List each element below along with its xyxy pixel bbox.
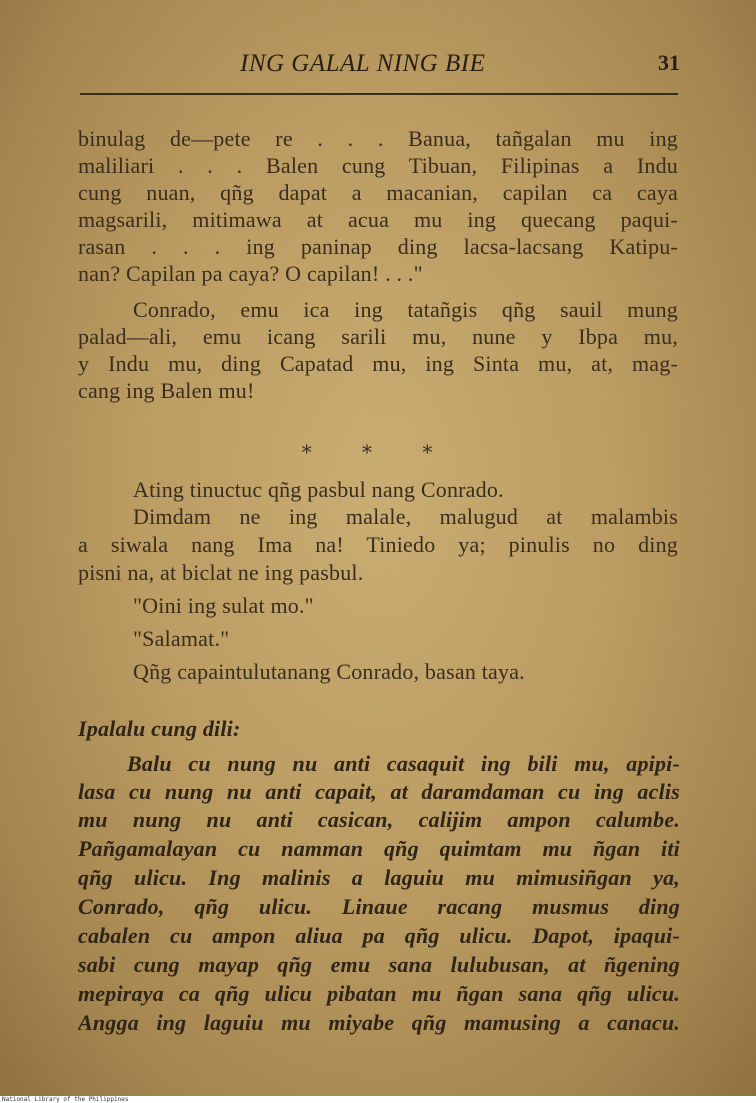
text-line: Qñg capaintulutanang Conrado, basan taya.: [133, 659, 525, 684]
header-rule: [80, 93, 678, 95]
italic-line: Pañgamalayan cu namman qñg quimtam mu ñgan iti: [78, 836, 680, 861]
italic-heading: Ipalalu cung dili:: [78, 716, 241, 741]
italic-line: lasa cu nung nu anti capait, at daramdaman cu ing aclis: [78, 779, 680, 804]
text-line: rasan . . . ing paninap ding lacsa-lacsang Katipu-: [78, 234, 678, 259]
italic-line: Conrado, qñg ulicu. Linaue racang musmus ding: [78, 894, 680, 919]
running-title: ING GALAL NING BIE: [240, 50, 486, 77]
text-line: pisni na, at biclat ne ing pasbul.: [78, 560, 364, 585]
text-line: "Salamat.": [133, 626, 230, 651]
italic-line: cabalen cu ampon aliua pa qñg ulicu. Dapot, ipaqui-: [78, 923, 680, 948]
text-line: maliliari . . . Balen cung Tibuan, Filipinas a Indu: [78, 153, 678, 178]
page-number: 31: [658, 50, 680, 75]
text-line: magsarili, mitimawa at acua mu ing quecang paqui-: [78, 207, 678, 232]
text-line: cang ing Balen mu!: [78, 378, 255, 403]
text-line: nan? Capilan pa caya? O capilan! . . .": [78, 261, 423, 286]
text-line: "Oini ing sulat mo.": [133, 593, 314, 618]
text-line: a siwala nang Ima na! Tiniedo ya; pinulis no ding: [78, 532, 678, 557]
section-separator: * * *: [301, 440, 455, 464]
text-line: y Indu mu, ding Capatad mu, ing Sinta mu, at, mag-: [78, 351, 678, 376]
text-line: Conrado, emu ica ing tatañgis qñg sauil mung: [133, 297, 678, 322]
italic-line: Balu cu nung nu anti casaquit ing bili mu, apipi-: [127, 751, 680, 776]
text-line: Ating tinuctuc qñg pasbul nang Conrado.: [133, 477, 504, 502]
italic-line: qñg ulicu. Ing malinis a laguiu mu mimusiñgan ya,: [78, 865, 680, 890]
italic-line: sabi cung mayap qñg emu sana lulubusan, at ñgening: [78, 952, 680, 977]
text-line: binulag de—pete re . . . Banua, tañgalan mu ing: [78, 126, 678, 151]
text-line: cung nuan, qñg dapat a macanian, capilan ca caya: [78, 180, 678, 205]
italic-line: Angga ing laguiu mu miyabe qñg mamusing a canacu.: [78, 1010, 680, 1035]
library-credit: National Library of the Philippines: [2, 1096, 129, 1103]
text-line: palad—ali, emu icang sarili mu, nune y Ibpa mu,: [78, 324, 678, 349]
page-header: [80, 50, 680, 86]
italic-line: mu nung nu anti casican, calijim ampon calumbe.: [78, 807, 680, 832]
text-line: Dimdam ne ing malale, malugud at malambis: [133, 504, 678, 529]
footer-bar: [0, 1096, 756, 1103]
italic-line: mepiraya ca qñg ulicu pibatan mu ñgan sana qñg ulicu.: [78, 981, 680, 1006]
